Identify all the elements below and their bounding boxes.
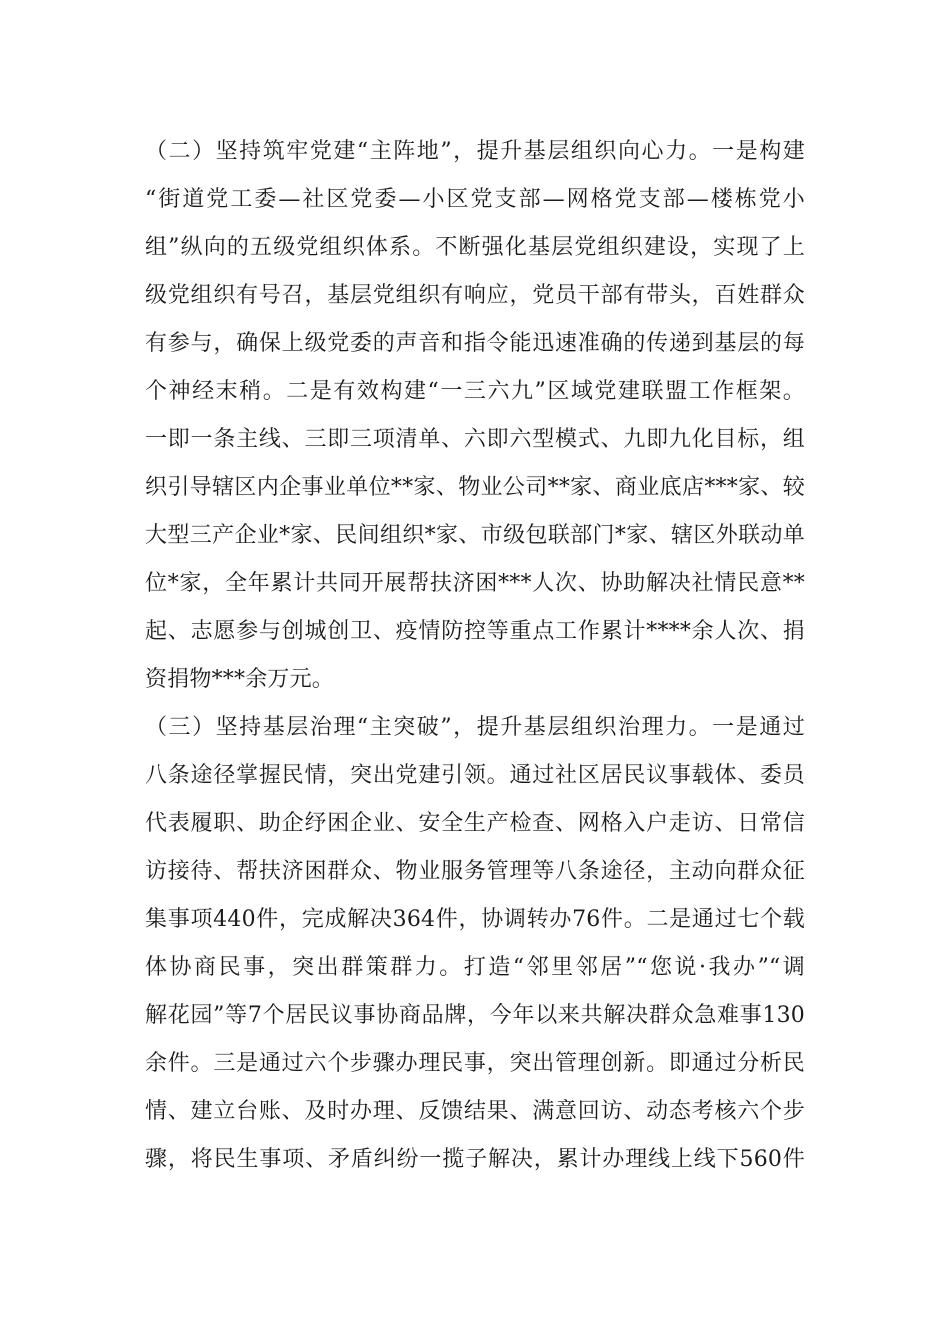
- paragraph-2-line-8: 余件。三是通过六个步骤办理民事，突出管理创新。即通过分析民: [145, 1051, 805, 1076]
- paragraph-1-line-9: 大型三产企业*家、民间组织*家、市级包联部门*家、辖区外联动单: [145, 523, 805, 548]
- paragraph-1-line-3: 组”纵向的五级党组织体系。不断强化基层党组织建设，实现了上: [145, 235, 805, 260]
- paragraph-2-line-6: 体协商民事，突出群策群力。打造“邻里邻居”“您说·我办”“调: [145, 955, 805, 980]
- paragraph-1-line-12: 资捐物***余万元。: [145, 667, 335, 692]
- paragraph-2-line-5: 集事项440件，完成解决364件，协调转办76件。二是通过七个载: [145, 907, 805, 932]
- paragraph-2-line-3: 代表履职、助企纾困企业、安全生产检查、网格入户走访、日常信: [145, 811, 805, 836]
- paragraph-2-line-7: 解花园”等7个居民议事协商品牌，今年以来共解决群众急难事130: [145, 1003, 805, 1028]
- paragraph-1-line-7: 一即一条主线、三即三项清单、六即六型模式、九即九化目标，组: [145, 427, 805, 452]
- paragraph-1-line-5: 有参与，确保上级党委的声音和指令能迅速准确的传递到基层的每: [145, 331, 805, 356]
- paragraph-2-line-9: 情、建立台账、及时办理、反馈结果、满意回访、动态考核六个步: [145, 1099, 805, 1124]
- paragraph-1-line-2: “街道党工委—社区党委—小区党支部—网格党支部—楼栋党小: [145, 187, 805, 212]
- paragraph-2-line-2: 八条途径掌握民情，突出党建引领。通过社区居民议事载体、委员: [145, 763, 805, 788]
- paragraph-1-line-10: 位*家，全年累计共同开展帮扶济困***人次、协助解决社情民意**: [145, 571, 805, 596]
- paragraph-2-line-1: （三）坚持基层治理“主突破”，提升基层组织治理力。一是通过: [145, 715, 805, 740]
- paragraph-1-line-11: 起、志愿参与创城创卫、疫情防控等重点工作累计****余人次、捐: [145, 619, 805, 644]
- paragraph-1-line-4: 级党组织有号召，基层党组织有响应，党员干部有带头，百姓群众: [145, 283, 805, 308]
- paragraph-1-line-1: （二）坚持筑牢党建“主阵地”，提升基层组织向心力。一是构建: [145, 139, 805, 164]
- paragraph-1-line-8: 织引导辖区内企事业单位**家、物业公司**家、商业底店***家、较: [145, 475, 805, 500]
- paragraph-2-line-4: 访接待、帮扶济困群众、物业服务管理等八条途径，主动向群众征: [145, 859, 805, 884]
- paragraph-1-line-6: 个神经末稍。二是有效构建“一三六九”区域党建联盟工作框架。: [145, 379, 805, 404]
- paragraph-2-line-10: 骤，将民生事项、矛盾纠纷一揽子解决，累计办理线上线下560件: [145, 1147, 805, 1172]
